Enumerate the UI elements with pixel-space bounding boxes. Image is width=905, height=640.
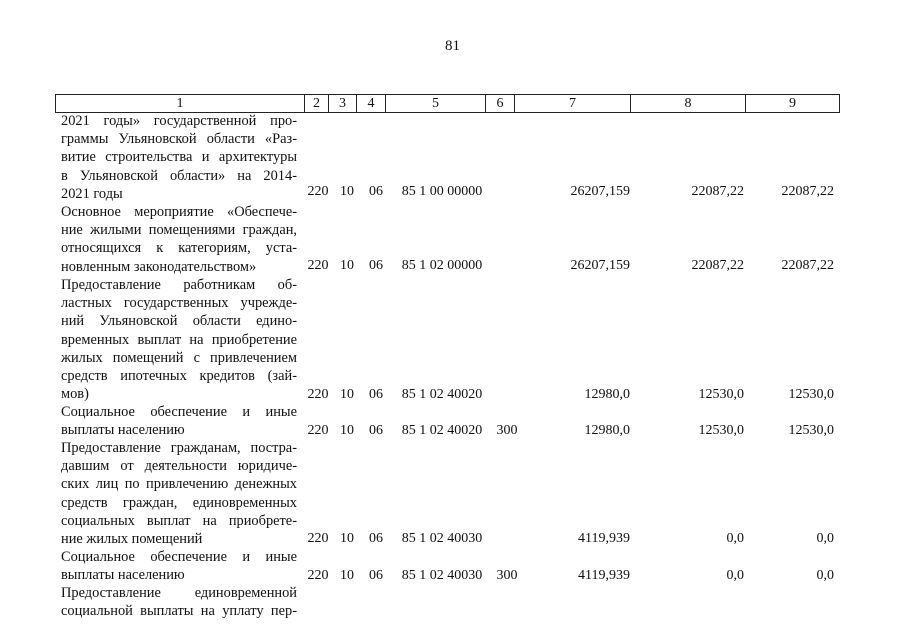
cell-target-article: 85 1 02 40020: [401, 387, 483, 402]
cell-amount-col8: 0,0: [726, 568, 744, 583]
description-line: жилых помещений с привлечением: [61, 349, 297, 366]
cell-amount-col7: 26207,159: [570, 258, 630, 273]
description-line: ний Ульяновской области едино-: [61, 313, 297, 330]
description-line: Основное мероприятие «Обеспече-: [61, 204, 297, 220]
row-description: [61, 403, 297, 439]
cell-subsection: 06: [369, 184, 383, 199]
header-col-9: 9: [789, 96, 796, 111]
cell-target-article: 85 1 02 40030: [401, 531, 483, 546]
cell-amount-col9: 22087,22: [781, 258, 834, 273]
description-line: социальной выплаты на уплату пер-: [61, 603, 297, 620]
cell-ministry-code: 220: [307, 258, 329, 273]
cell-section: 10: [340, 184, 354, 199]
cell-ministry-code: 220: [307, 387, 329, 402]
cell-amount-col9: 12530,0: [788, 423, 834, 438]
description-line: относящихся к категориям, уста-: [61, 240, 297, 257]
cell-amount-col7: 4119,939: [578, 531, 630, 546]
header-col-3: 3: [329, 95, 357, 112]
cell-subsection: 06: [369, 258, 383, 273]
row-description: [61, 203, 297, 276]
cell-amount-col7: 12980,0: [584, 387, 630, 402]
row-description: [61, 584, 297, 620]
cell-subsection: 06: [369, 387, 383, 402]
description-line: Предоставление гражданам, постра-: [61, 440, 297, 456]
description-line: Предоставление работникам об-: [61, 277, 297, 293]
description-line: новленным законодательством»: [61, 258, 257, 275]
description-line: Социальное обеспечение и иные: [61, 549, 297, 565]
cell-amount-col8: 22087,22: [691, 258, 744, 273]
cell-expense-type: 300: [496, 423, 518, 438]
cell-amount-col9: 22087,22: [781, 184, 834, 199]
cell-amount-col7: 26207,159: [570, 184, 630, 199]
row-description: [61, 439, 297, 548]
cell-target-article: 85 1 02 40030: [401, 568, 483, 583]
description-line: мов): [61, 386, 89, 403]
header-col-5: 5: [386, 95, 486, 112]
cell-section: 10: [340, 387, 354, 402]
row-description: [61, 548, 297, 584]
description-line: давшим от деятельности юридиче-: [61, 458, 297, 475]
description-line: ние жилых помещений: [61, 531, 203, 548]
cell-expense-type: 300: [496, 568, 518, 583]
cell-target-article: 85 1 00 00000: [401, 184, 483, 199]
cell-ministry-code: 220: [307, 184, 329, 199]
cell-amount-col9: 0,0: [816, 531, 834, 546]
header-col-7: 7: [515, 95, 631, 112]
description-line: временных выплат на приобретение: [61, 331, 297, 348]
description-line: средств граждан, единовременных: [61, 494, 297, 511]
description-line: витие строительства и архитектуры: [61, 149, 297, 166]
cell-amount-col8: 12530,0: [698, 387, 744, 402]
description-line: выплаты населению: [61, 567, 185, 584]
table-header-row: [55, 94, 840, 113]
description-line: ластных государственных учрежде-: [61, 295, 297, 312]
cell-amount-col9: 0,0: [816, 568, 834, 583]
cell-section: 10: [340, 531, 354, 546]
cell-amount-col7: 12980,0: [584, 423, 630, 438]
description-line: 2021 годы» государственной про-: [61, 113, 297, 129]
cell-amount-col8: 22087,22: [691, 184, 744, 199]
cell-subsection: 06: [369, 423, 383, 438]
description-line: граммы Ульяновской области «Раз-: [61, 131, 297, 148]
cell-target-article: 85 1 02 40020: [401, 423, 483, 438]
row-description: [61, 276, 297, 403]
description-line: Предоставление единовременной: [61, 585, 297, 601]
cell-ministry-code: 220: [307, 568, 329, 583]
header-col-4: 4: [357, 95, 386, 112]
description-line: социальных выплат на приобрете-: [61, 512, 297, 529]
description-line: 2021 годы: [61, 185, 123, 202]
cell-subsection: 06: [369, 568, 383, 583]
header-col-6: 6: [486, 95, 515, 112]
cell-section: 10: [340, 423, 354, 438]
header-col-8: 8: [631, 95, 746, 112]
cell-amount-col8: 12530,0: [698, 423, 744, 438]
header-col-2: 2: [305, 95, 329, 112]
cell-section: 10: [340, 258, 354, 273]
description-line: ние жилыми помещениями граждан,: [61, 222, 297, 239]
cell-amount-col9: 12530,0: [788, 387, 834, 402]
cell-subsection: 06: [369, 531, 383, 546]
description-line: выплаты населению: [61, 422, 185, 439]
cell-section: 10: [340, 568, 354, 583]
description-line: в Ульяновской области» на 2014-: [61, 167, 297, 184]
cell-amount-col7: 4119,939: [578, 568, 630, 583]
row-description: [61, 112, 297, 203]
cell-amount-col8: 0,0: [726, 531, 744, 546]
description-line: Социальное обеспечение и иные: [61, 404, 297, 420]
header-col-1: 1: [56, 95, 305, 112]
description-line: ских лиц по привлечению денежных: [61, 476, 297, 493]
cell-target-article: 85 1 02 00000: [401, 258, 483, 273]
cell-ministry-code: 220: [307, 531, 329, 546]
description-line: средств ипотечных кредитов (зай-: [61, 368, 297, 385]
page-number: 81: [445, 38, 460, 54]
cell-ministry-code: 220: [307, 423, 329, 438]
